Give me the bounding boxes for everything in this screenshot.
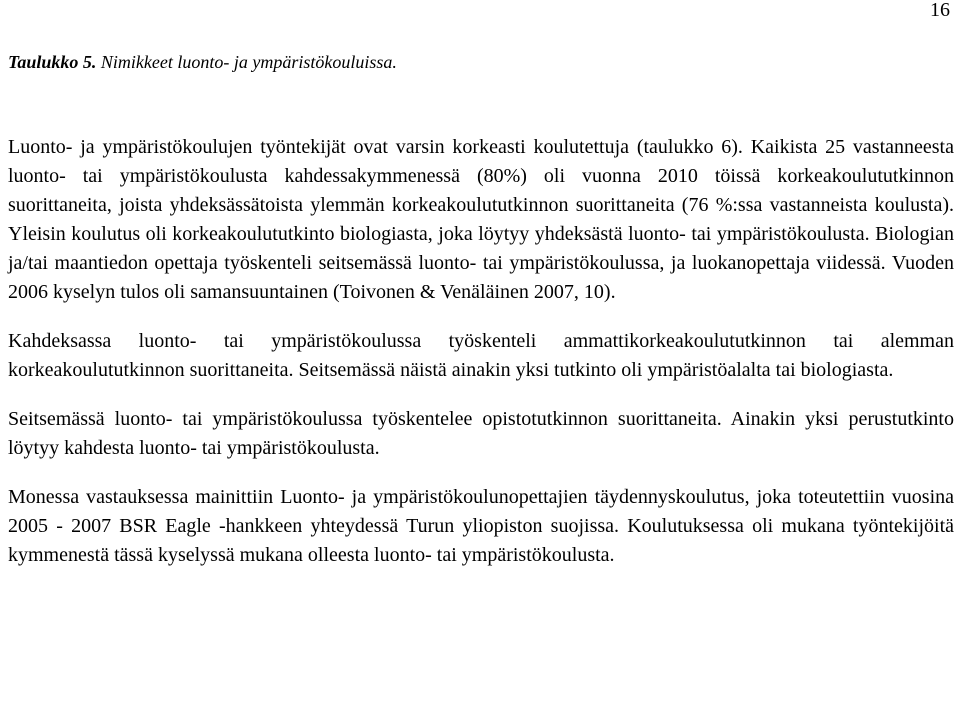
page-number: 16 <box>930 0 950 21</box>
paragraph-college-degrees: Seitsemässä luonto- tai ympäristökoulussa työskentelee opistotutkinnon suorittaneita. Ainakin yksi perustutkinto löytyy kahdesta luonto- tai ympäristökoulusta. <box>8 408 954 459</box>
body-text <box>8 133 954 590</box>
paragraph-polytechnic-degrees: Kahdeksassa luonto- tai ympäristökoulussa työskenteli ammattikorkeakoulututkinnon tai alemman korkeakoulututkinnon suorittaneita. Seitsemässä näistä ainakin yksi tutkinto oli ympäristöalalta tai biologiasta. <box>8 330 954 381</box>
caption-label: Taulukko 5. <box>8 52 97 72</box>
paragraph-further-training: Monessa vastauksessa mainittiin Luonto- ja ympäristökoulunopettajien täydennyskoulutus, joka toteutettiin vuosina 2005 - 2007 BSR Eagle -hankkeen yhteydessä Turun yliopiston suojissa. Koulutuksessa oli mukana työntekijöitä kymmenestä tässä kyselyssä mukana olleesta luonto- tai ympäristökoulusta. <box>8 486 954 566</box>
table-caption <box>8 50 397 74</box>
caption-text: Nimikkeet luonto- ja ympäristökouluissa. <box>100 52 397 72</box>
paragraph-staff-education: Luonto- ja ympäristökoulujen työntekijät ovat varsin korkeasti koulutettuja (taulukko 6). Kaikista 25 vastanneesta luonto- tai ympäristökoulusta kahdessakymmenessä (80%) oli vuonna 2010 töissä korkeakoulututkinnon suorittaneita, joista yhdeksässätoista ylemmän korkeakoulututkinnon suorittaneita (76 %:ssa vastanneista koulusta). Yleisin koulutus oli korkeakoulututkinto biologiasta, joka löytyy yhdeksästä luonto- tai ympäristökoulusta. Biologian ja/tai maantiedon opettaja työskenteli seitsemässä luonto- tai ympäristökoulussa, ja luokanopettaja viidessä. Vuoden 2006 kyselyn tulos oli samansuuntainen (Toivonen & Venäläinen 2007, 10). <box>8 136 954 303</box>
